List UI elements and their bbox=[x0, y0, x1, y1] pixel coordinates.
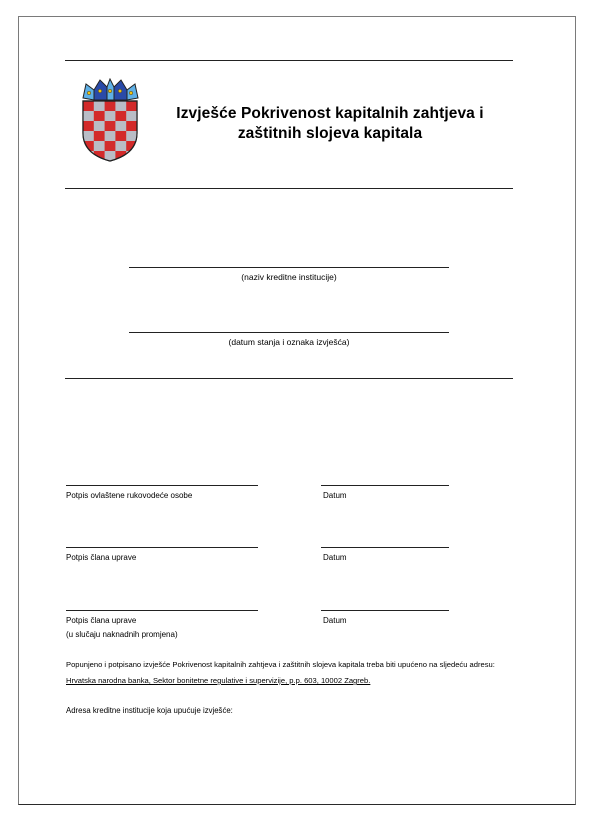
crest-check-square bbox=[115, 141, 126, 151]
signature-label-3: Potpis člana uprave bbox=[66, 616, 137, 625]
sender-address-label: Adresa kreditne institucije koja upućuje izvješće: bbox=[66, 706, 233, 715]
crest-check-square bbox=[105, 111, 116, 121]
institution-name-line bbox=[129, 267, 449, 268]
date-label-3: Datum bbox=[323, 616, 347, 625]
crest-check-square bbox=[94, 121, 105, 131]
date-line-3 bbox=[321, 610, 449, 611]
submission-instruction: Popunjeno i potpisano izvješće Pokrivenost kapitalnih zahtjeva i zaštitnih slojeva kapitala treba biti upućeno na sljedeću adresu: bbox=[66, 660, 495, 669]
title-line-1: Izvješće Pokrivenost kapitalnih zahtjeva i bbox=[176, 105, 484, 122]
section-rule bbox=[65, 378, 513, 379]
signature-label-1: Potpis ovlaštene rukovodeće osobe bbox=[66, 491, 193, 500]
date-line-2 bbox=[321, 547, 449, 548]
croatian-coat-of-arms-icon bbox=[80, 78, 140, 162]
crest-check-square bbox=[105, 131, 116, 141]
crest-check-square bbox=[126, 131, 137, 141]
crest-check-square bbox=[94, 101, 105, 111]
crest-check-square bbox=[126, 111, 137, 121]
crest-check-square bbox=[83, 111, 94, 121]
top-rule bbox=[65, 60, 513, 61]
signature-label-2: Potpis člana uprave bbox=[66, 553, 137, 562]
date-line-1 bbox=[321, 485, 449, 486]
signature-line-2 bbox=[66, 547, 258, 548]
signature-note-3: (u slučaju naknadnih promjena) bbox=[66, 630, 178, 639]
institution-name-caption: (naziv kreditne institucije) bbox=[241, 272, 337, 282]
report-date-caption: (datum stanja i oznaka izvješća) bbox=[228, 337, 350, 347]
crest-check-square bbox=[83, 131, 94, 141]
report-date-line bbox=[129, 332, 449, 333]
crest-check-square bbox=[115, 121, 126, 131]
title-line-2: zaštitnih slojeva kapitala bbox=[237, 125, 423, 142]
signature-line-1 bbox=[66, 485, 258, 486]
signature-line-3 bbox=[66, 610, 258, 611]
crest-check-square bbox=[94, 141, 105, 151]
document-title bbox=[145, 104, 515, 144]
submission-address: Hrvatska narodna banka, Sektor bonitetne regulative i supervizije, p.p. 603, 10002 Zagreb. bbox=[66, 676, 371, 685]
date-label-1: Datum bbox=[323, 491, 347, 500]
crest-check-square bbox=[115, 101, 126, 111]
date-label-2: Datum bbox=[323, 553, 347, 562]
header-bottom-rule bbox=[65, 188, 513, 189]
